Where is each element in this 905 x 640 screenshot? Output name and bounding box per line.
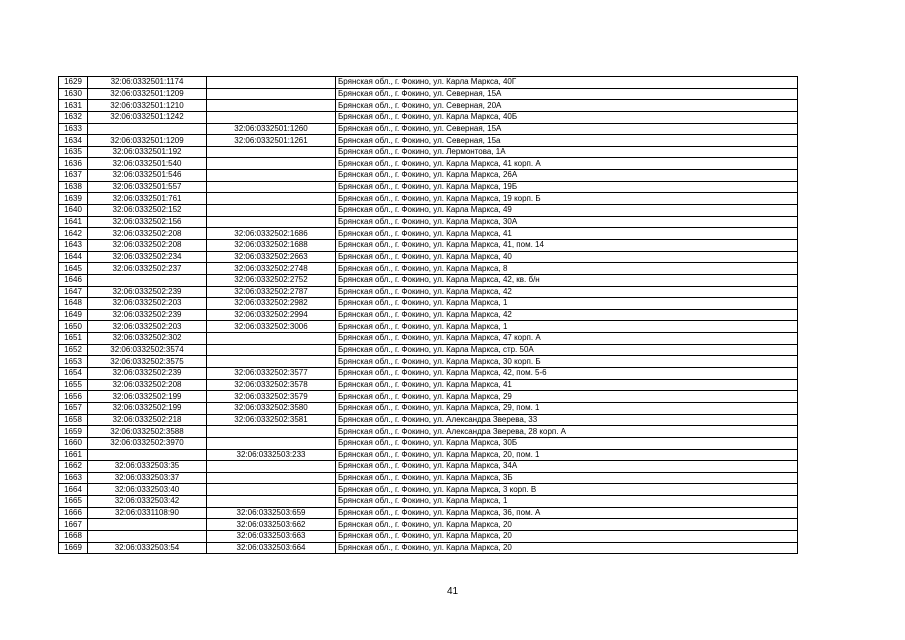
building-cadastral-number-cell — [207, 170, 336, 182]
row-number-cell: 1665 — [59, 496, 88, 508]
row-number-cell: 1651 — [59, 333, 88, 345]
table-row — [59, 333, 798, 345]
table-row — [59, 472, 798, 484]
table-row — [59, 461, 798, 473]
building-cadastral-number-cell — [207, 461, 336, 473]
land-cadastral-number-cell: 32:06:0332502:208 — [88, 239, 207, 251]
address-cell: Брянская обл., г. Фокино, ул. Карла Маркса, 42 — [336, 309, 798, 321]
table-row — [59, 274, 798, 286]
address-cell: Брянская обл., г. Фокино, ул. Карла Маркса, 41, пом. 14 — [336, 239, 798, 251]
table-row — [59, 158, 798, 170]
address-cell: Брянская обл., г. Фокино, ул. Карла Маркса, 20 — [336, 530, 798, 542]
building-cadastral-number-cell: 32:06:0332502:3579 — [207, 391, 336, 403]
address-cell: Брянская обл., г. Фокино, ул. Александра Зверева, 28 корп. А — [336, 426, 798, 438]
land-cadastral-number-cell — [88, 123, 207, 135]
land-cadastral-number-cell: 32:06:0332501:192 — [88, 146, 207, 158]
building-cadastral-number-cell: 32:06:0332503:662 — [207, 519, 336, 531]
land-cadastral-number-cell: 32:06:0332502:3575 — [88, 356, 207, 368]
building-cadastral-number-cell — [207, 111, 336, 123]
building-cadastral-number-cell: 32:06:0332503:233 — [207, 449, 336, 461]
row-number-cell: 1650 — [59, 321, 88, 333]
row-number-cell: 1649 — [59, 309, 88, 321]
address-cell: Брянская обл., г. Фокино, ул. Карла Маркса, 3Б — [336, 472, 798, 484]
address-cell: Брянская обл., г. Фокино, ул. Карла Маркса, 29, пом. 1 — [336, 402, 798, 414]
register-table-body — [59, 77, 798, 554]
row-number-cell: 1666 — [59, 507, 88, 519]
building-cadastral-number-cell — [207, 496, 336, 508]
table-row — [59, 100, 798, 112]
land-cadastral-number-cell: 32:06:0332503:54 — [88, 542, 207, 554]
building-cadastral-number-cell — [207, 426, 336, 438]
row-number-cell: 1631 — [59, 100, 88, 112]
building-cadastral-number-cell — [207, 193, 336, 205]
building-cadastral-number-cell — [207, 344, 336, 356]
building-cadastral-number-cell — [207, 472, 336, 484]
address-cell: Брянская обл., г. Фокино, ул. Карла Маркса, 40 — [336, 251, 798, 263]
address-cell: Брянская обл., г. Фокино, ул. Карла Маркса, 41 — [336, 379, 798, 391]
row-number-cell: 1653 — [59, 356, 88, 368]
row-number-cell: 1668 — [59, 530, 88, 542]
row-number-cell: 1632 — [59, 111, 88, 123]
building-cadastral-number-cell — [207, 333, 336, 345]
table-row — [59, 519, 798, 531]
building-cadastral-number-cell: 32:06:0332502:3578 — [207, 379, 336, 391]
address-cell: Брянская обл., г. Фокино, ул. Карла Маркса, 19Б — [336, 181, 798, 193]
land-cadastral-number-cell: 32:06:0332502:203 — [88, 298, 207, 310]
land-cadastral-number-cell: 32:06:0332502:3970 — [88, 437, 207, 449]
building-cadastral-number-cell — [207, 100, 336, 112]
property-register-table — [58, 76, 798, 554]
address-cell: Брянская обл., г. Фокино, ул. Лермонтова, 1А — [336, 146, 798, 158]
building-cadastral-number-cell — [207, 356, 336, 368]
table-row — [59, 391, 798, 403]
land-cadastral-number-cell: 32:06:0332502:152 — [88, 205, 207, 217]
building-cadastral-number-cell: 32:06:0332502:3006 — [207, 321, 336, 333]
table-row — [59, 251, 798, 263]
address-cell: Брянская обл., г. Фокино, ул. Карла Маркса, 19 корп. Б — [336, 193, 798, 205]
table-row — [59, 123, 798, 135]
address-cell: Брянская обл., г. Фокино, ул. Александра Зверева, 33 — [336, 414, 798, 426]
table-row — [59, 286, 798, 298]
address-cell: Брянская обл., г. Фокино, ул. Северная, 15А — [336, 123, 798, 135]
page-number: 41 — [446, 586, 459, 597]
building-cadastral-number-cell — [207, 158, 336, 170]
table-row — [59, 402, 798, 414]
row-number-cell: 1641 — [59, 216, 88, 228]
building-cadastral-number-cell — [207, 484, 336, 496]
table-row — [59, 449, 798, 461]
land-cadastral-number-cell: 32:06:0332502:218 — [88, 414, 207, 426]
building-cadastral-number-cell — [207, 77, 336, 89]
land-cadastral-number-cell: 32:06:0332502:239 — [88, 309, 207, 321]
land-cadastral-number-cell: 32:06:0332502:3588 — [88, 426, 207, 438]
table-row — [59, 298, 798, 310]
address-cell: Брянская обл., г. Фокино, ул. Карла Маркса, 20, пом. 1 — [336, 449, 798, 461]
land-cadastral-number-cell: 32:06:0332503:37 — [88, 472, 207, 484]
row-number-cell: 1655 — [59, 379, 88, 391]
row-number-cell: 1648 — [59, 298, 88, 310]
land-cadastral-number-cell: 32:06:0332501:540 — [88, 158, 207, 170]
building-cadastral-number-cell: 32:06:0332502:3581 — [207, 414, 336, 426]
address-cell: Брянская обл., г. Фокино, ул. Карла Маркса, 42, пом. 5-6 — [336, 368, 798, 380]
building-cadastral-number-cell — [207, 181, 336, 193]
land-cadastral-number-cell: 32:06:0332501:761 — [88, 193, 207, 205]
table-row — [59, 181, 798, 193]
row-number-cell: 1661 — [59, 449, 88, 461]
land-cadastral-number-cell: 32:06:0332502:239 — [88, 368, 207, 380]
land-cadastral-number-cell — [88, 530, 207, 542]
address-cell: Брянская обл., г. Фокино, ул. Карла Маркса, 1 — [336, 321, 798, 333]
building-cadastral-number-cell: 32:06:0332502:2752 — [207, 274, 336, 286]
land-cadastral-number-cell: 32:06:0332501:546 — [88, 170, 207, 182]
address-cell: Брянская обл., г. Фокино, ул. Карла Маркса, 49 — [336, 205, 798, 217]
address-cell: Брянская обл., г. Фокино, ул. Северная, 20А — [336, 100, 798, 112]
address-cell: Брянская обл., г. Фокино, ул. Карла Маркса, 8 — [336, 263, 798, 275]
land-cadastral-number-cell: 32:06:0332502:302 — [88, 333, 207, 345]
table-row — [59, 368, 798, 380]
row-number-cell: 1654 — [59, 368, 88, 380]
land-cadastral-number-cell — [88, 449, 207, 461]
table-row — [59, 135, 798, 147]
row-number-cell: 1630 — [59, 88, 88, 100]
address-cell: Брянская обл., г. Фокино, ул. Карла Маркса, 34А — [336, 461, 798, 473]
table-row — [59, 263, 798, 275]
table-row — [59, 170, 798, 182]
building-cadastral-number-cell: 32:06:0332503:664 — [207, 542, 336, 554]
building-cadastral-number-cell: 32:06:0332502:2748 — [207, 263, 336, 275]
table-row — [59, 507, 798, 519]
row-number-cell: 1643 — [59, 239, 88, 251]
row-number-cell: 1638 — [59, 181, 88, 193]
building-cadastral-number-cell — [207, 205, 336, 217]
building-cadastral-number-cell — [207, 437, 336, 449]
address-cell: Брянская обл., г. Фокино, ул. Карла Маркса, 1 — [336, 496, 798, 508]
land-cadastral-number-cell: 32:06:0332501:1209 — [88, 135, 207, 147]
table-row — [59, 356, 798, 368]
land-cadastral-number-cell: 32:06:0332502:203 — [88, 321, 207, 333]
table-row — [59, 88, 798, 100]
land-cadastral-number-cell: 32:06:0332502:199 — [88, 391, 207, 403]
building-cadastral-number-cell: 32:06:0332502:3580 — [207, 402, 336, 414]
building-cadastral-number-cell: 32:06:0332503:659 — [207, 507, 336, 519]
row-number-cell: 1645 — [59, 263, 88, 275]
building-cadastral-number-cell: 32:06:0332502:2982 — [207, 298, 336, 310]
land-cadastral-number-cell: 32:06:0332502:239 — [88, 286, 207, 298]
row-number-cell: 1646 — [59, 274, 88, 286]
row-number-cell: 1669 — [59, 542, 88, 554]
address-cell: Брянская обл., г. Фокино, ул. Карла Маркса, 40Б — [336, 111, 798, 123]
address-cell: Брянская обл., г. Фокино, ул. Карла Маркса, 42, кв. б/н — [336, 274, 798, 286]
land-cadastral-number-cell: 32:06:0332501:557 — [88, 181, 207, 193]
address-cell: Брянская обл., г. Фокино, ул. Северная, 15а — [336, 135, 798, 147]
address-cell: Брянская обл., г. Фокино, ул. Карла Маркса, 30Б — [336, 437, 798, 449]
building-cadastral-number-cell: 32:06:0332502:2787 — [207, 286, 336, 298]
row-number-cell: 1663 — [59, 472, 88, 484]
row-number-cell: 1634 — [59, 135, 88, 147]
address-cell: Брянская обл., г. Фокино, ул. Карла Маркса, 41 корп. А — [336, 158, 798, 170]
land-cadastral-number-cell: 32:06:0332501:1174 — [88, 77, 207, 89]
row-number-cell: 1660 — [59, 437, 88, 449]
address-cell: Брянская обл., г. Фокино, ул. Северная, 15А — [336, 88, 798, 100]
table-row — [59, 309, 798, 321]
row-number-cell: 1657 — [59, 402, 88, 414]
address-cell: Брянская обл., г. Фокино, ул. Карла Маркса, 40Г — [336, 77, 798, 89]
row-number-cell: 1629 — [59, 77, 88, 89]
table-row — [59, 496, 798, 508]
table-row — [59, 484, 798, 496]
table-row — [59, 437, 798, 449]
address-cell: Брянская обл., г. Фокино, ул. Карла Маркса, 47 корп. А — [336, 333, 798, 345]
row-number-cell: 1656 — [59, 391, 88, 403]
table-row — [59, 77, 798, 89]
row-number-cell: 1636 — [59, 158, 88, 170]
building-cadastral-number-cell — [207, 216, 336, 228]
address-cell: Брянская обл., г. Фокино, ул. Карла Маркса, стр. 50А — [336, 344, 798, 356]
row-number-cell: 1658 — [59, 414, 88, 426]
land-cadastral-number-cell: 32:06:0332501:1242 — [88, 111, 207, 123]
address-cell: Брянская обл., г. Фокино, ул. Карла Маркса, 26А — [336, 170, 798, 182]
row-number-cell: 1659 — [59, 426, 88, 438]
row-number-cell: 1664 — [59, 484, 88, 496]
address-cell: Брянская обл., г. Фокино, ул. Карла Маркса, 29 — [336, 391, 798, 403]
row-number-cell: 1639 — [59, 193, 88, 205]
address-cell: Брянская обл., г. Фокино, ул. Карла Маркса, 30 корп. Б — [336, 356, 798, 368]
row-number-cell: 1652 — [59, 344, 88, 356]
building-cadastral-number-cell: 32:06:0332502:2994 — [207, 309, 336, 321]
land-cadastral-number-cell: 32:06:0332502:234 — [88, 251, 207, 263]
address-cell: Брянская обл., г. Фокино, ул. Карла Маркса, 42 — [336, 286, 798, 298]
table-row — [59, 111, 798, 123]
table-row — [59, 193, 798, 205]
land-cadastral-number-cell: 32:06:0331108:90 — [88, 507, 207, 519]
address-cell: Брянская обл., г. Фокино, ул. Карла Маркса, 1 — [336, 298, 798, 310]
table-row — [59, 426, 798, 438]
building-cadastral-number-cell — [207, 146, 336, 158]
land-cadastral-number-cell: 32:06:0332501:1209 — [88, 88, 207, 100]
row-number-cell: 1644 — [59, 251, 88, 263]
address-cell: Брянская обл., г. Фокино, ул. Карла Маркса, 41 — [336, 228, 798, 240]
building-cadastral-number-cell: 32:06:0332502:1688 — [207, 239, 336, 251]
building-cadastral-number-cell: 32:06:0332501:1260 — [207, 123, 336, 135]
land-cadastral-number-cell: 32:06:0332502:208 — [88, 379, 207, 391]
row-number-cell: 1662 — [59, 461, 88, 473]
table-row — [59, 216, 798, 228]
table-row — [59, 205, 798, 217]
row-number-cell: 1633 — [59, 123, 88, 135]
row-number-cell: 1667 — [59, 519, 88, 531]
row-number-cell: 1637 — [59, 170, 88, 182]
building-cadastral-number-cell: 32:06:0332501:1261 — [207, 135, 336, 147]
address-cell: Брянская обл., г. Фокино, ул. Карла Маркса, 36, пом. А — [336, 507, 798, 519]
row-number-cell: 1647 — [59, 286, 88, 298]
land-cadastral-number-cell: 32:06:0332503:35 — [88, 461, 207, 473]
land-cadastral-number-cell: 32:06:0332502:199 — [88, 402, 207, 414]
address-cell: Брянская обл., г. Фокино, ул. Карла Маркса, 3 корп. В — [336, 484, 798, 496]
row-number-cell: 1642 — [59, 228, 88, 240]
table-row — [59, 542, 798, 554]
row-number-cell: 1635 — [59, 146, 88, 158]
table-row — [59, 379, 798, 391]
land-cadastral-number-cell: 32:06:0332502:3574 — [88, 344, 207, 356]
building-cadastral-number-cell: 32:06:0332502:2663 — [207, 251, 336, 263]
table-row — [59, 228, 798, 240]
land-cadastral-number-cell: 32:06:0332503:40 — [88, 484, 207, 496]
table-row — [59, 321, 798, 333]
land-cadastral-number-cell — [88, 274, 207, 286]
land-cadastral-number-cell: 32:06:0332502:237 — [88, 263, 207, 275]
table-row — [59, 530, 798, 542]
table-row — [59, 344, 798, 356]
address-cell: Брянская обл., г. Фокино, ул. Карла Маркса, 20 — [336, 542, 798, 554]
building-cadastral-number-cell — [207, 88, 336, 100]
building-cadastral-number-cell: 32:06:0332502:1686 — [207, 228, 336, 240]
table-row — [59, 239, 798, 251]
land-cadastral-number-cell: 32:06:0332503:42 — [88, 496, 207, 508]
table-row — [59, 414, 798, 426]
land-cadastral-number-cell: 32:06:0332501:1210 — [88, 100, 207, 112]
address-cell: Брянская обл., г. Фокино, ул. Карла Маркса, 30А — [336, 216, 798, 228]
building-cadastral-number-cell: 32:06:0332503:663 — [207, 530, 336, 542]
row-number-cell: 1640 — [59, 205, 88, 217]
address-cell: Брянская обл., г. Фокино, ул. Карла Маркса, 20 — [336, 519, 798, 531]
land-cadastral-number-cell: 32:06:0332502:156 — [88, 216, 207, 228]
land-cadastral-number-cell: 32:06:0332502:208 — [88, 228, 207, 240]
building-cadastral-number-cell: 32:06:0332502:3577 — [207, 368, 336, 380]
land-cadastral-number-cell — [88, 519, 207, 531]
table-row — [59, 146, 798, 158]
